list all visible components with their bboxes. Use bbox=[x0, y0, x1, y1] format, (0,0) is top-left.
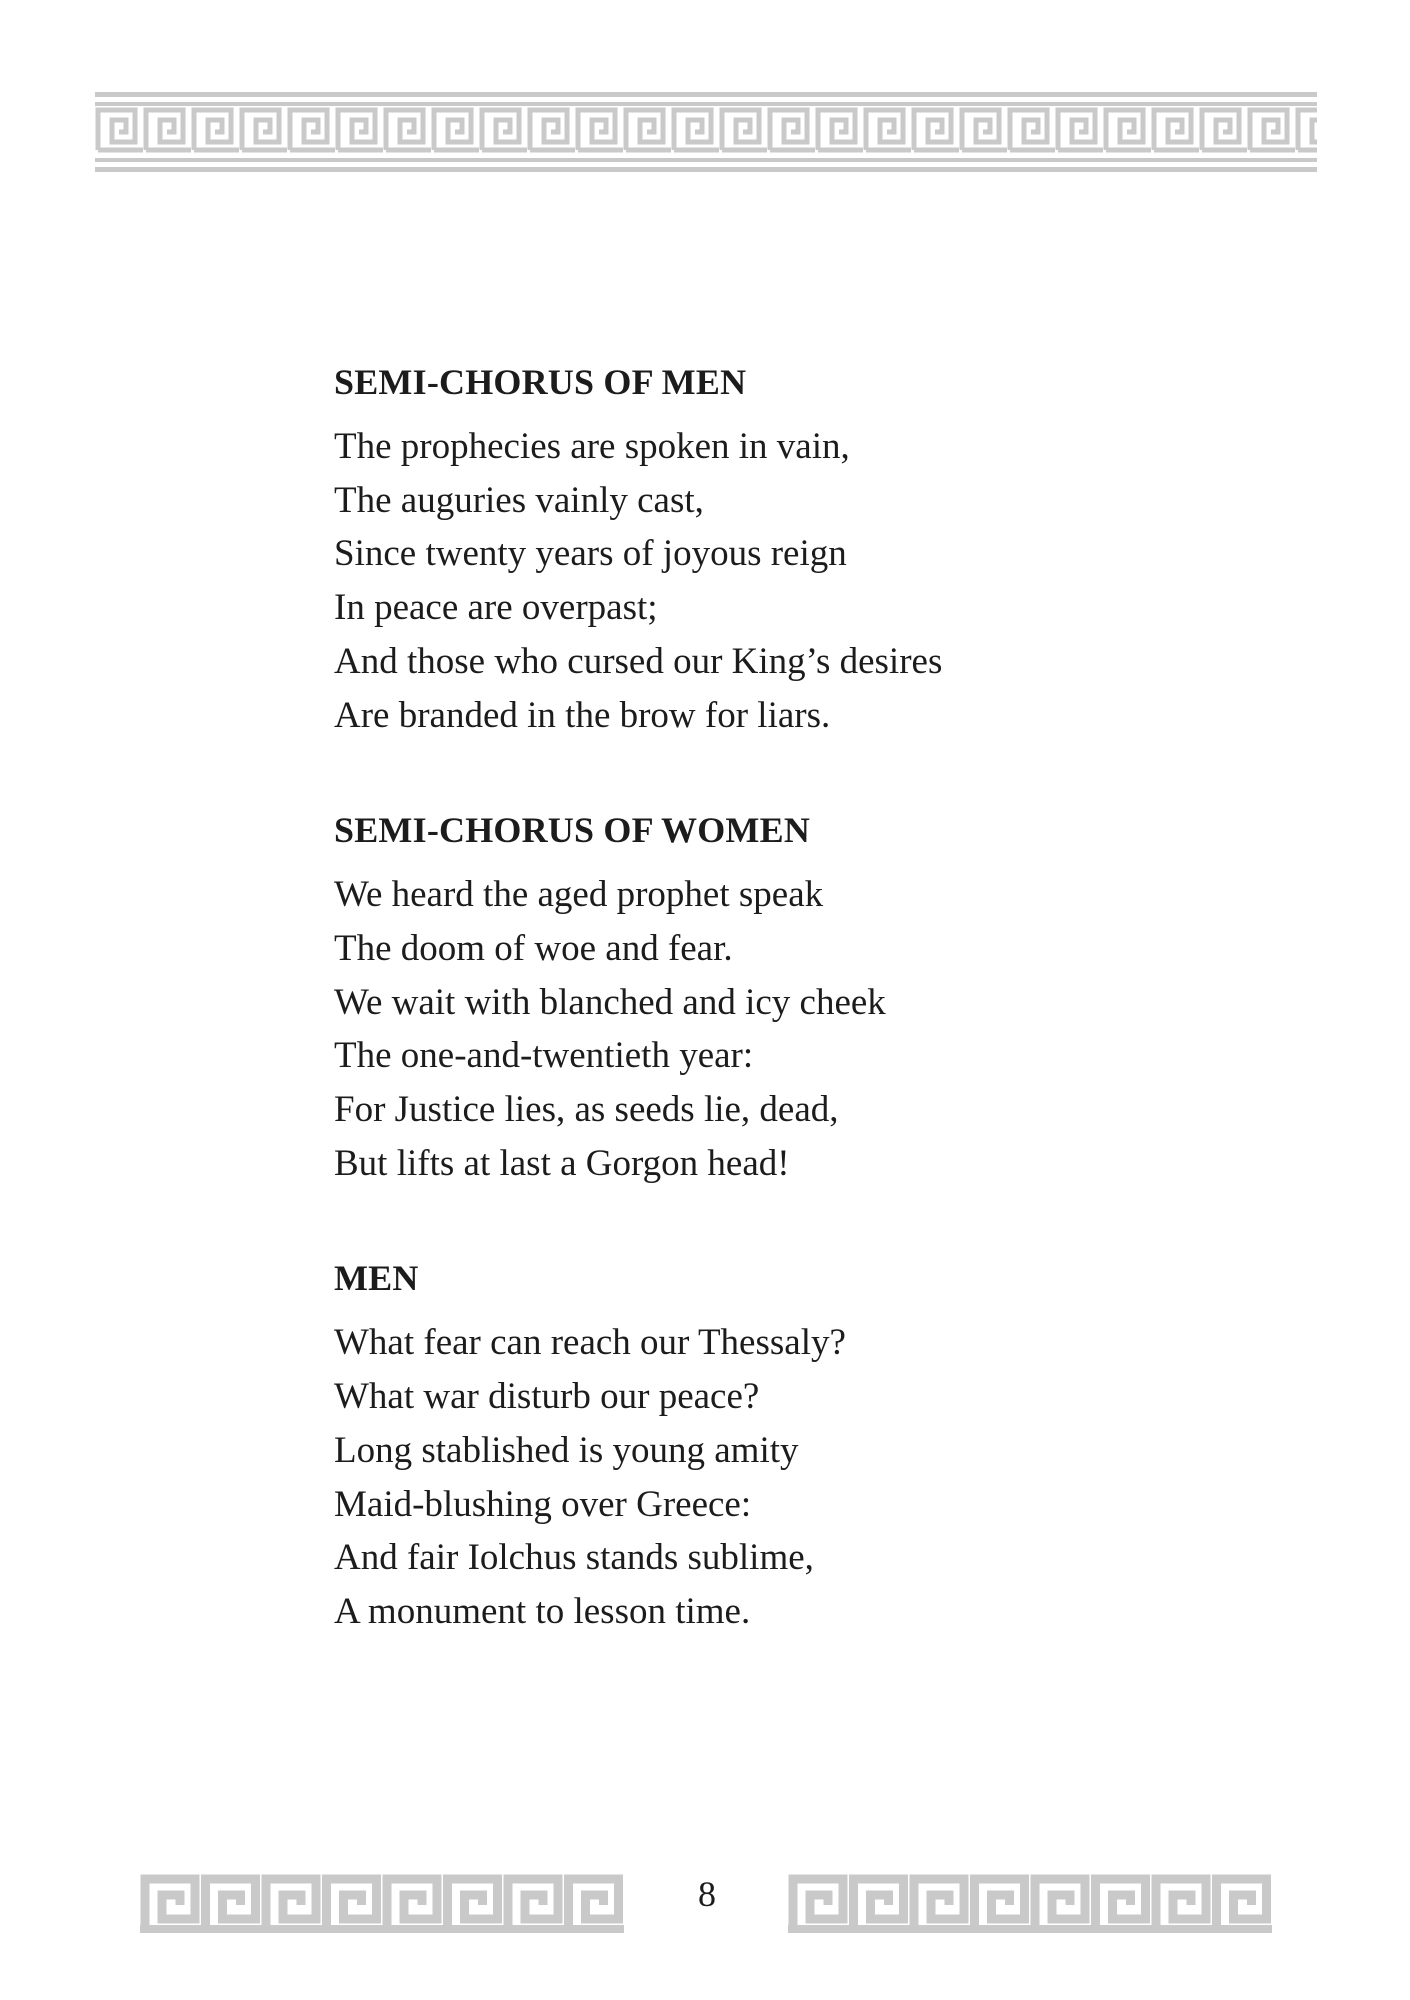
verse-line: We wait with blanched and icy cheek bbox=[334, 981, 886, 1023]
speaker-heading: SEMI-CHORUS OF MEN bbox=[334, 362, 747, 402]
verse-line: For Justice lies, as seeds lie, dead, bbox=[334, 1089, 839, 1131]
bottom-right-greek-key-border bbox=[788, 1873, 1272, 1933]
poem-body bbox=[334, 358, 1234, 1703]
verse-line: And those who cursed our King’s desires bbox=[334, 640, 943, 682]
verse-line: We heard the aged prophet speak bbox=[334, 874, 824, 916]
bottom-left-greek-key-border bbox=[140, 1873, 624, 1933]
verse-line: What fear can reach our Thessaly? bbox=[334, 1322, 846, 1364]
verse-line: Maid-blushing over Greece: bbox=[334, 1483, 752, 1525]
section-men bbox=[334, 1254, 1234, 1638]
verse-line: The prophecies are spoken in vain, bbox=[334, 426, 850, 467]
section-semi-chorus-women bbox=[334, 806, 1234, 1190]
speaker-heading: SEMI-CHORUS OF WOMEN bbox=[334, 810, 811, 851]
verse-line: But lifts at last a Gorgon head! bbox=[334, 1142, 790, 1184]
section-semi-chorus-men bbox=[334, 358, 1234, 742]
verse-line: In peace are overpast; bbox=[334, 587, 658, 629]
verse-line: And fair Iolchus stands sublime, bbox=[334, 1537, 814, 1579]
top-greek-key-border bbox=[95, 92, 1317, 172]
speaker-heading: MEN bbox=[334, 1258, 419, 1299]
verse-line: What war disturb our peace? bbox=[334, 1376, 760, 1418]
verse-line: A monument to lesson time. bbox=[334, 1590, 751, 1632]
verse-line: Since twenty years of joyous reign bbox=[334, 533, 847, 575]
verse-line: Long stablished is young amity bbox=[334, 1429, 799, 1471]
verse-line: Are branded in the brow for liars. bbox=[334, 694, 831, 736]
page-number: 8 bbox=[698, 1874, 716, 1914]
verse-line: The doom of woe and fear. bbox=[334, 927, 733, 969]
verse-line: The one-and-twentieth year: bbox=[334, 1035, 754, 1077]
verse-line: The auguries vainly cast, bbox=[334, 479, 704, 521]
